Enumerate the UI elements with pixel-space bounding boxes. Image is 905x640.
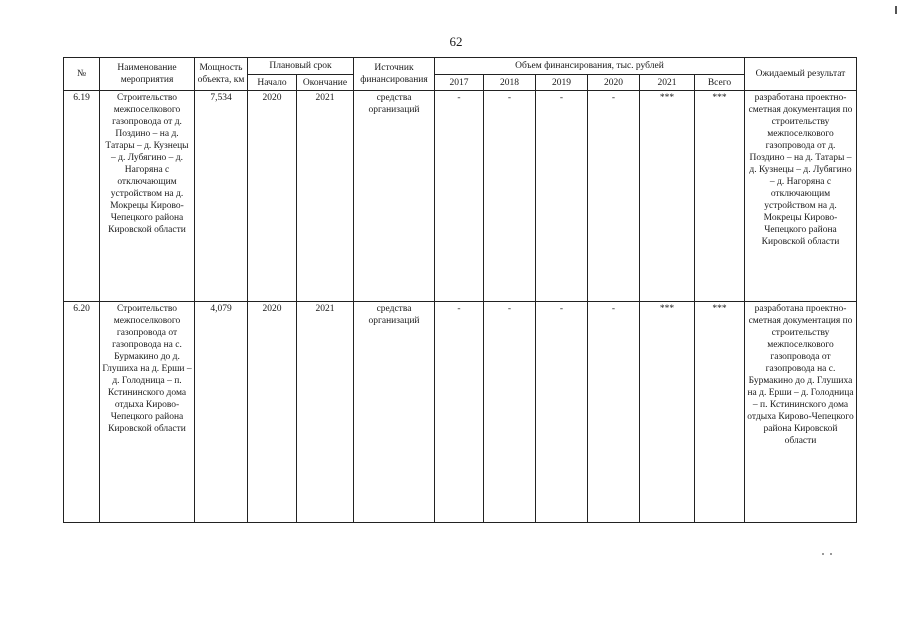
cell-2019: - xyxy=(536,302,588,523)
cell-start: 2020 xyxy=(248,302,297,523)
table-header-row xyxy=(64,58,857,75)
header-year-2017: 2017 xyxy=(435,75,484,91)
funding-plan-table xyxy=(63,57,857,523)
cell-total: *** xyxy=(695,302,745,523)
header-year-2019: 2019 xyxy=(536,75,588,91)
cell-num: 6.19 xyxy=(64,91,100,302)
cell-2018: - xyxy=(484,302,536,523)
table-row xyxy=(64,302,857,523)
header-capacity: Мощность объекта, км xyxy=(195,58,248,91)
cell-2020: - xyxy=(588,91,640,302)
scan-speck xyxy=(830,553,832,555)
header-total: Всего xyxy=(695,75,745,91)
cell-num: 6.20 xyxy=(64,302,100,523)
cell-result: разработана проектно-сметная документация по строительству межпоселкового газопровода от д. Поздино – на д. Татары – д. Кузнецы – д. Лубягино – д. Нагоряна с отключающим устройством на д. Мокрецы Кирово-Чепецкого района Кировской области xyxy=(745,91,857,302)
header-funding: Объем финансирования, тыс. рублей xyxy=(435,58,745,75)
cell-2018: - xyxy=(484,91,536,302)
cell-source: средства организаций xyxy=(354,302,435,523)
header-num: № xyxy=(64,58,100,91)
cell-capacity: 4,079 xyxy=(195,302,248,523)
scan-speck xyxy=(822,553,824,555)
cell-name: Строительство межпоселкового газопровода от д. Поздино – на д. Татары – д. Кузнецы – д. Лубягино – д. Нагоряна с отключающим устройством на д. Мокрецы Кирово-Чепецкого района Кировской области xyxy=(100,91,195,302)
scan-mark xyxy=(895,6,897,14)
header-year-2020: 2020 xyxy=(588,75,640,91)
header-planned-term: Плановый срок xyxy=(248,58,354,75)
header-year-2021: 2021 xyxy=(640,75,695,91)
cell-end: 2021 xyxy=(297,302,354,523)
header-source: Источник финансирования xyxy=(354,58,435,91)
header-end: Окончание xyxy=(297,75,354,91)
cell-capacity: 7,534 xyxy=(195,91,248,302)
cell-name: Строительство межпоселкового газопровода от газопровода на с. Бурмакино до д. Глушиха на д. Ерши – д. Голодница – п. Кстининского дома отдыха Кирово-Чепецкого района Кировской области xyxy=(100,302,195,523)
cell-2021: *** xyxy=(640,91,695,302)
cell-2017: - xyxy=(435,302,484,523)
cell-2020: - xyxy=(588,302,640,523)
cell-end: 2021 xyxy=(297,91,354,302)
header-start: Начало xyxy=(248,75,297,91)
page-number: 62 xyxy=(449,34,463,49)
header-result: Ожидаемый результат xyxy=(745,58,857,91)
cell-result: разработана проектно-сметная документация по строительству межпоселкового газопровода от газопровода на с. Бурмакино до д. Глушиха на д. Ерши – д. Голодница – п. Кстининского дома отдыха Кирово-Чепецкого района Кировской области xyxy=(745,302,857,523)
header-name: Наименование мероприятия xyxy=(100,58,195,91)
table-row xyxy=(64,91,857,302)
cell-total: *** xyxy=(695,91,745,302)
cell-2017: - xyxy=(435,91,484,302)
cell-start: 2020 xyxy=(248,91,297,302)
cell-2019: - xyxy=(536,91,588,302)
cell-2021: *** xyxy=(640,302,695,523)
header-year-2018: 2018 xyxy=(484,75,536,91)
cell-source: средства организаций xyxy=(354,91,435,302)
